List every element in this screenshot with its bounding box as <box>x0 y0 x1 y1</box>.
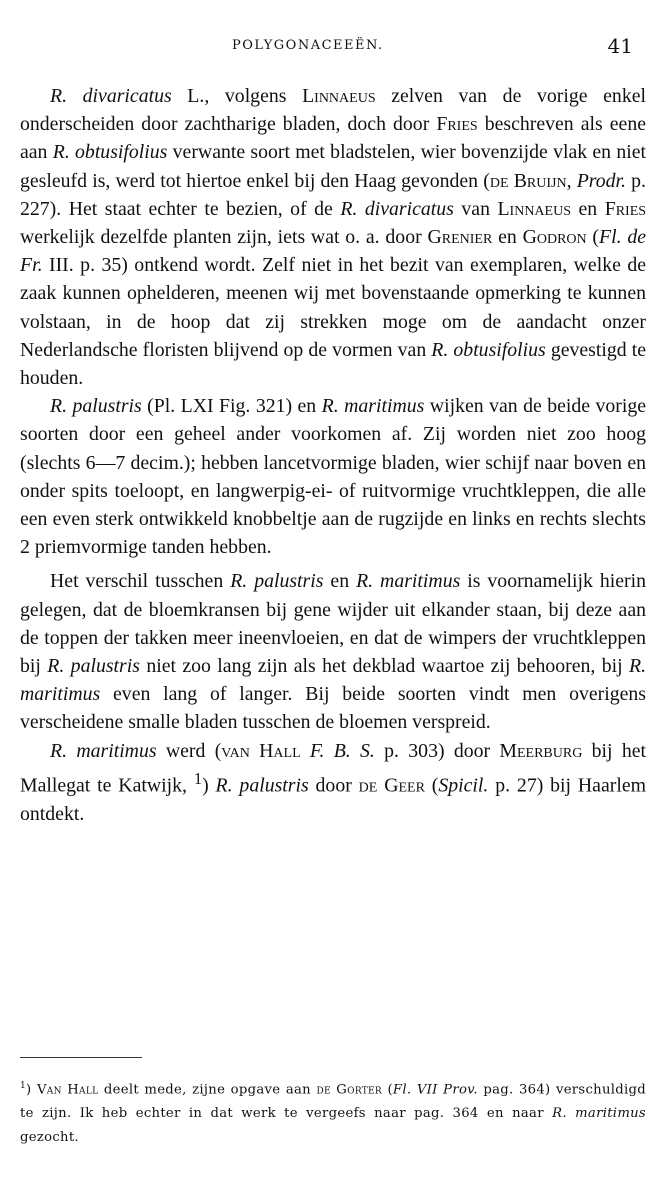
italic-text: Prodr. <box>576 169 626 192</box>
footnote <box>20 1074 646 1150</box>
body-text <box>20 82 646 828</box>
italic-text: R. palustris <box>230 570 324 593</box>
italic-text: Spicil. <box>438 774 489 797</box>
italic-text: R. palustris <box>47 655 140 678</box>
text-run: beschreven als eene aan <box>20 113 646 164</box>
text-run: werd ( <box>156 739 222 762</box>
text-run: ( <box>424 774 439 797</box>
text-run: en <box>323 570 357 593</box>
italic-text: R. maritimus <box>50 739 157 762</box>
author-name: de Bruijn <box>489 169 567 192</box>
italic-text: Fl. de Fr. <box>20 226 647 277</box>
text-run: p. 27) bij Haarlem ontdekt. <box>20 774 646 825</box>
author-name: de Geer <box>358 774 425 797</box>
author-name: van Hall <box>221 739 301 762</box>
italic-text: R. palustris <box>50 395 142 418</box>
author-name: de Gorter <box>316 1082 382 1098</box>
text-run: werkelijk dezelfde planten zijn, iets wat o. a. door <box>20 226 428 249</box>
text-run: Het verschil tusschen <box>50 570 231 593</box>
text-run: is voornamelijk hierin gelegen, dat de bloemkransen bij gene wijder uit elkander staan, bij deze aan de toppen der takken meer ineenvloeien, en dat de wimpers der vruchtkleppen bij <box>20 570 646 678</box>
author-name: Fries <box>604 197 647 220</box>
italic-text: R. obtusifolius <box>431 338 546 361</box>
text-run: gezocht. <box>20 1130 79 1146</box>
running-header-title: POLYGONACEEËN. <box>232 38 384 53</box>
text-run: bij het Mallegat te Katwijk, <box>20 739 646 797</box>
author-name: Van Hall <box>36 1082 99 1098</box>
paragraph <box>20 392 646 561</box>
text-run: van <box>453 197 498 220</box>
text-run: ( <box>586 226 600 249</box>
text-run: p. 303) door <box>374 739 500 762</box>
footnote-marker: 1 <box>20 1081 27 1091</box>
text-run: III. p. 35) ontkend wordt. Zelf niet in het bezit van exemplaren, welke de zaak kunnen ophelderen, meenen wij met bovenstaande opmerking te kunnen volstaan, in de hoop dat zij strekken moge om de aandacht onzer Nederlandsche floristen blijvend op de vormen van <box>20 254 646 361</box>
text-run: door <box>308 774 359 797</box>
paragraph <box>20 567 646 736</box>
text-run: L., volgens <box>171 85 303 107</box>
text-run: verwante soort met bladstelen, wier bovenzijde vlak en niet gesleufd is, werd tot hiertoe enkel bij den Haag gevonden ( <box>20 141 647 192</box>
text-run <box>301 740 310 762</box>
text-run: niet zoo lang zijn als het dekblad waartoe zij behooren, bij <box>139 655 629 678</box>
author-name: Linnaeus <box>497 197 571 220</box>
italic-text: R. maritimus <box>20 655 647 706</box>
text-run: wijken van de beide vorige soorten door een geheel ander voorkomen af. Zij worden niet zoo hoog (slechts 6—7 decim.); hebben lancetvormige bladen, wier schijf naar boven en onder spits toeloopt, en langwerpig-ei- of ruitvormige vruchtkleppen, die alle een even sterk ontwikkeld knobbeltje aan de rugzijde en links en rechts slechts 2 priemvormige tanden hebben. <box>20 395 647 559</box>
text-run: ( <box>382 1082 393 1098</box>
text-run: even lang of langer. Bij beide soorten vindt men overigens verscheidene smalle bladen tusschen de bloemen verspreid. <box>20 683 646 734</box>
italic-text: R. maritimus <box>552 1106 646 1122</box>
text-run: ) <box>202 774 216 797</box>
italic-text: R. maritimus <box>356 570 461 593</box>
paragraph <box>20 737 646 828</box>
italic-text: R. obtusifolius <box>52 141 168 164</box>
footnote-divider <box>20 1057 142 1058</box>
italic-text: R. palustris <box>215 774 309 797</box>
text-run: deelt mede, zijne opgave aan <box>98 1082 317 1098</box>
footnote-marker: 1 <box>193 768 203 788</box>
author-name: Meerburg <box>499 739 583 762</box>
paragraph <box>20 82 646 392</box>
italic-text: F. B. S. <box>309 739 375 762</box>
author-name: Godron <box>522 226 587 249</box>
italic-text: R. maritimus <box>321 395 425 418</box>
text-run: en <box>571 197 605 220</box>
text-run: ) <box>26 1082 37 1098</box>
italic-text: R. divaricatus <box>50 85 172 107</box>
italic-text: Fl. VII Prov. <box>392 1082 478 1098</box>
text-run: zelven van de vorige enkel onderscheiden door zachtharige bladen, doch door <box>20 85 646 136</box>
text-run: pag. 364) verschuldigd te zijn. Ik heb echter in dat werk te vergeefs naar pag. 364 en naar <box>20 1082 647 1122</box>
text-run: (Pl. LXI Fig. 321) en <box>141 395 322 418</box>
page-number: 41 <box>607 34 633 58</box>
text-run: p. 227). Het staat echter te bezien, of de <box>20 169 647 220</box>
text-run: gevestigd te houden. <box>20 338 647 390</box>
author-name: Fries <box>436 113 478 136</box>
italic-text: R. divaricatus <box>340 197 454 220</box>
author-name: Linnaeus <box>302 85 376 107</box>
author-name: Grenier <box>427 226 493 249</box>
text-run: en <box>492 226 523 249</box>
text-run: , <box>566 169 577 192</box>
